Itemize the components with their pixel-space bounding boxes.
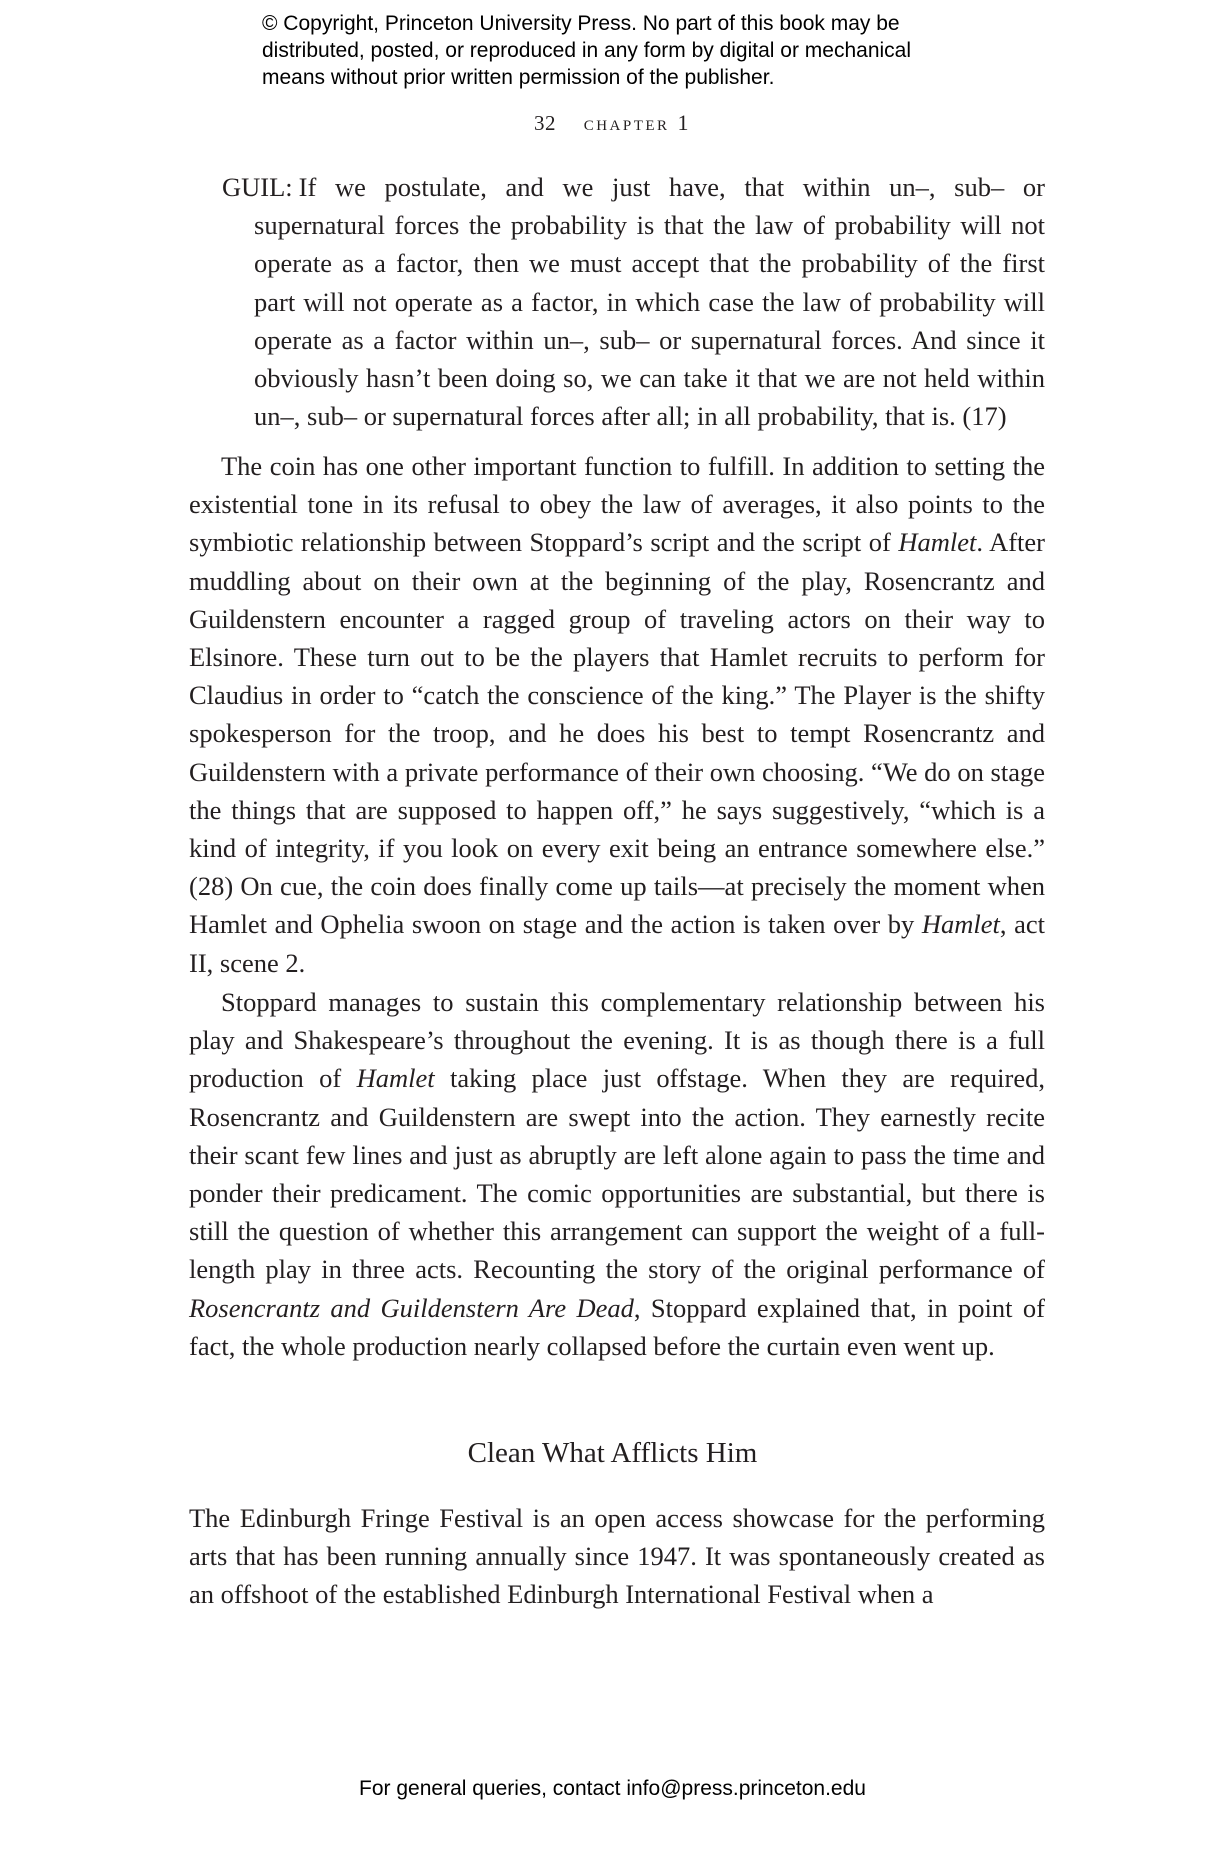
paragraph-text: taking place just offstage. When they are required, Rosencrantz and Guildenstern are swept into the action. They earnestly recite their scant few lines and just as abruptly are left alone again to pass the time and ponder their predicament. The comic opportunities are substantial, but there is still the question of whether this arrangement can support the weight of a full-length play in three acts. Recounting the story of the original performance of xyxy=(189,1063,1045,1285)
paragraph-text: , Stoppard explained that, in point of fact, the whole production nearly collapsed before the curtain even went up. xyxy=(189,1292,1045,1361)
block-quote xyxy=(222,168,1045,435)
chapter-label: chapter 1 xyxy=(583,110,692,135)
copyright-notice xyxy=(262,10,1022,91)
body-paragraph xyxy=(189,447,1045,982)
paragraph-text: Stoppard manages to sustain this complementary relationship between his play and Shakespeare’s throughout the evening. It is as though there is a full production of xyxy=(189,987,1045,1094)
paragraph-text: . After muddling about on their own at the beginning of the play, Rosencrantz and Guildenstern encounter a ragged group of traveling actors on their way to Elsinore. These turn out to be the players that Hamlet recruits to perform for Claudius in order to “catch the conscience of the king.” The Player is the shifty spokesperson for the troop, and he does his best to tempt Rosencrantz and Guildenstern with a private performance of their own choosing. “We do on stage the things that are supposed to happen off,” he says suggestively, “which is a kind of integrity, if you look on every exit being an entrance somewhere else.” (28) On cue, the coin does finally come up tails—at precisely the moment when Hamlet and Ophelia swoon on stage and the action is taken over by xyxy=(189,527,1045,940)
quote-speaker: GUIL: xyxy=(222,172,293,202)
footer-contact: For general queries, contact info@press.princeton.edu xyxy=(359,1777,866,1800)
italic-title: Hamlet xyxy=(921,909,1000,940)
body-paragraph: The Edinburgh Fringe Festival is an open access showcase for the performing arts that has been running annually since 1947. It was spontaneously created as an offshoot of the established Edinburgh International Festival when a xyxy=(189,1503,1045,1610)
italic-title: Hamlet xyxy=(356,1063,435,1094)
body-paragraph xyxy=(189,983,1045,1365)
page-number: 32 xyxy=(533,111,556,135)
italic-title: Hamlet xyxy=(898,527,977,558)
copyright-line: © Copyright, Princeton University Press. No part of this book may be xyxy=(262,12,900,35)
running-head xyxy=(0,110,1225,136)
copyright-line: distributed, posted, or reproduced in any form by digital or mechanical xyxy=(262,39,912,62)
section-heading: Clean What Afflicts Him xyxy=(467,1437,758,1469)
quote-text: If we postulate, and we just have, that within un–, sub– or supernatural forces the probability is that the law of probability will not operate as a factor, then we must accept that the probability of the first part will not operate as a factor, in which case the law of probability will operate as a factor within un–, sub– or supernatural forces. And since it obviously hasn’t been doing so, we can take it that we are not held within un–, sub– or supernatural forces after all; in all probability, that is. (17) xyxy=(254,172,1045,432)
copyright-line: means without prior written permission of the publisher. xyxy=(262,66,775,89)
paragraph-text: , act II, scene 2. xyxy=(189,909,1045,978)
italic-title: Rosencrantz and Guildenstern Are Dead xyxy=(189,1292,634,1323)
paragraph-text: The coin has one other important function to fulfill. In addition to setting the existential tone in its refusal to obey the law of averages, it also points to the symbiotic relationship between Stoppard’s script and the script of xyxy=(189,451,1045,558)
